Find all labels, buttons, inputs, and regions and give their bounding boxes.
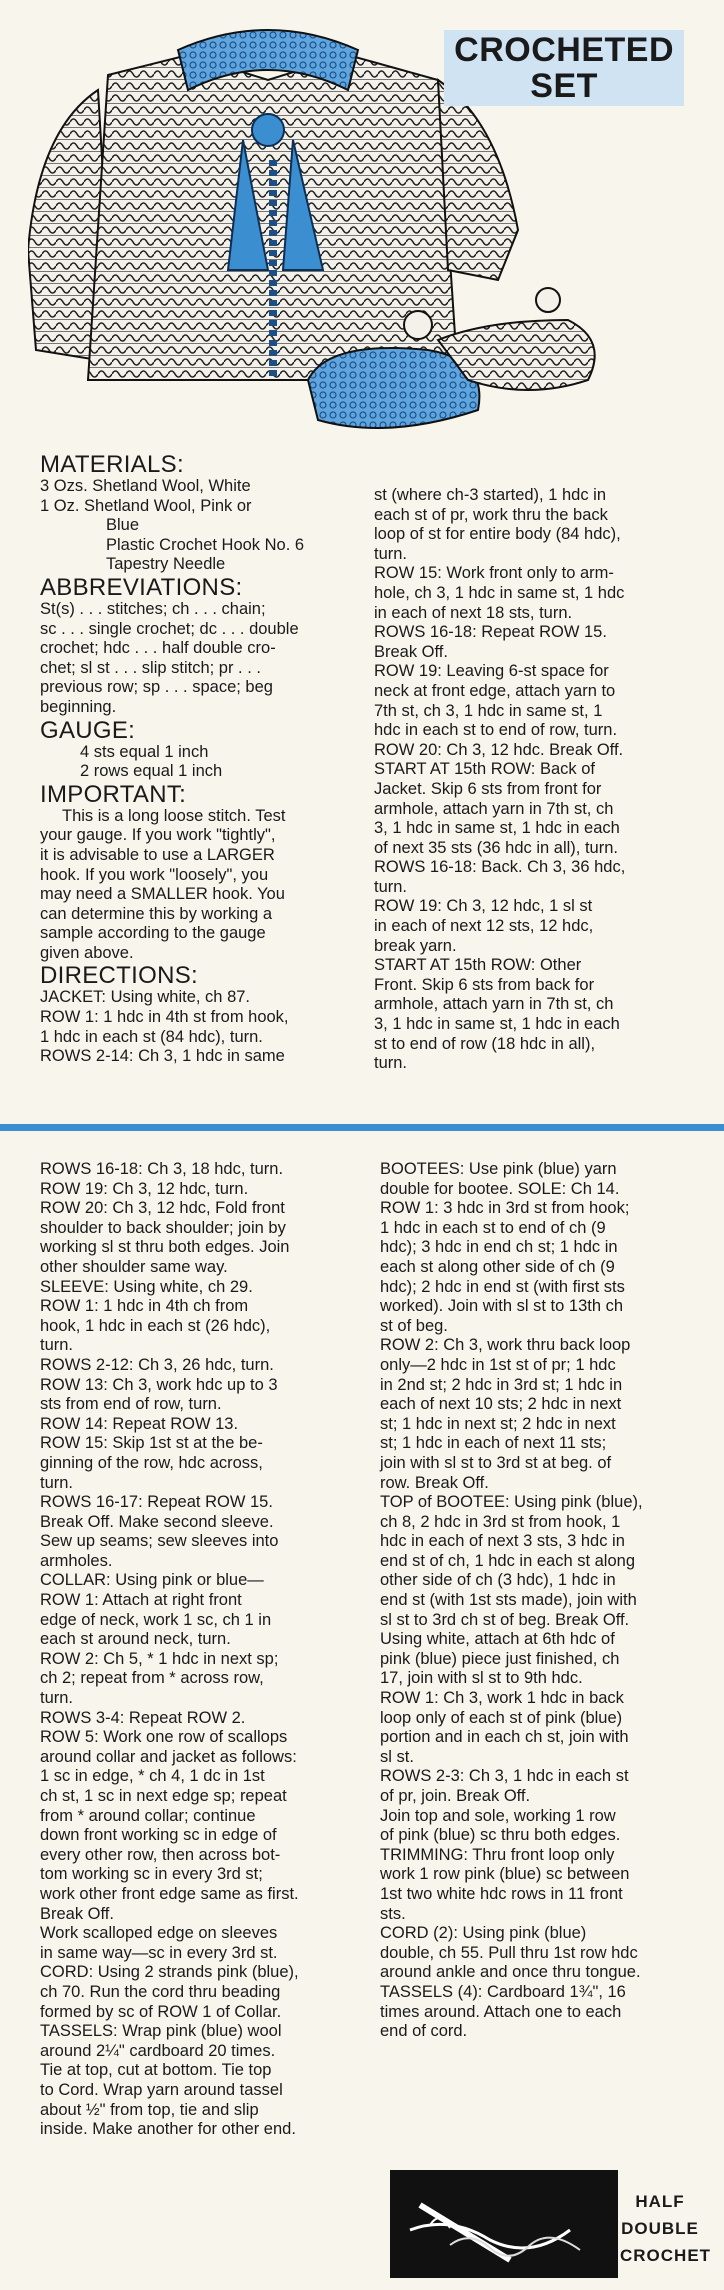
text-line: chet; sl st . . . slip stitch; pr . . .: [40, 658, 261, 677]
text-line: turn.: [40, 1336, 74, 1355]
text-line: BOOTEES: Use pink (blue) yarn: [380, 1160, 617, 1178]
text-line: ROW 1: Ch 3, work 1 hdc in back: [380, 1689, 624, 1708]
text-line: may need a SMALLER hook. You: [40, 885, 285, 904]
text-line: ROWS 16-18: Repeat ROW 15.: [374, 623, 607, 642]
text-line: times around. Attach one to each: [380, 2002, 622, 2021]
top-right-column: [374, 486, 694, 1074]
text-line: 1 sc in edge, * ch 4, 1 dc in 1st: [40, 1767, 265, 1786]
text-line: other shoulder same way.: [40, 1257, 228, 1276]
half-double-crochet-diagram: [390, 2170, 618, 2278]
text-line: START AT 15th ROW: Back of: [374, 760, 596, 779]
text-line: portion and in each ch st, join with: [380, 1728, 629, 1747]
text-line: armhole, attach yarn in 7th st, ch: [374, 799, 614, 818]
text-line: ROW 20: Ch 3, 12 hdc. Break Off.: [374, 740, 624, 759]
stitch-diagram: [390, 2170, 712, 2280]
text-line: each st of pr, work thru the back: [374, 505, 608, 524]
text-line: st (where ch-3 started), 1 hdc in: [374, 486, 607, 504]
text-line: MATERIALS:: [40, 451, 184, 478]
text-line: ROW 13: Ch 3, work hdc up to 3: [40, 1375, 278, 1394]
text-line: 3 Ozs. Shetland Wool, White: [40, 477, 251, 495]
text-line: ROW 1: 3 hdc in 3rd st from hook;: [380, 1199, 630, 1218]
text-line: ROW 19: Ch 3, 12 hdc, turn.: [40, 1179, 249, 1198]
text-line: in 2nd st; 2 hdc in 3rd st; 1 hdc in: [380, 1375, 623, 1394]
text-line: hook. If you work "loosely", you: [40, 865, 269, 884]
text-line: St(s) . . . stitches; ch . . . chain;: [40, 599, 266, 618]
text-line: ROW 2: Ch 5, * 1 hdc in next sp;: [40, 1649, 279, 1668]
jacket-right-sleeve: [438, 80, 518, 280]
text-line: ch 8, 2 hdc in 3rd st from hook, 1: [380, 1512, 621, 1531]
text-line: each st along other side of ch (9: [380, 1257, 615, 1276]
text-line: GAUGE:: [40, 716, 136, 744]
bottom-left-column: [40, 1160, 360, 2140]
text-line: only—2 hdc in 1st st of pr; 1 hdc: [380, 1355, 616, 1374]
text-line: ROW 15: Work front only to arm-: [374, 564, 614, 583]
text-line: pink (blue) piece just finished, ch: [380, 1649, 620, 1668]
text-line: ROW 19: Ch 3, 12 hdc, 1 sl st: [374, 897, 593, 916]
text-line: sample according to the gauge: [40, 924, 266, 943]
text-line: ROW 5: Work one row of scallops: [40, 1728, 288, 1747]
text-line: double for bootee. SOLE: Ch 14.: [380, 1179, 620, 1198]
text-line: around collar and jacket as follows:: [40, 1747, 297, 1766]
text-line: armhole, attach yarn in 7th st, ch: [374, 995, 614, 1014]
text-line: TRIMMING: Thru front loop only: [380, 1845, 615, 1864]
text-line: Tie at top, cut at bottom. Tie top: [40, 2061, 272, 2080]
text-line: TASSELS: Wrap pink (blue) wool: [40, 2022, 282, 2041]
text-line: ROW 1: 1 hdc in 4th st from hook,: [40, 1008, 289, 1027]
text-line: This is a long loose stitch. Test: [62, 806, 286, 825]
text-line: each st around neck, turn.: [40, 1630, 231, 1649]
text-line: in each of next 12 sts, 12 hdc,: [374, 917, 594, 936]
text-line: end of cord.: [380, 2022, 468, 2041]
text-line: Break Off. Make second sleeve.: [40, 1512, 274, 1531]
text-line: ROW 1: 1 hdc in 4th ch from: [40, 1297, 249, 1316]
text-line: 1 hdc in each st to end of ch (9: [380, 1218, 606, 1237]
text-line: st; 1 hdc in next st; 2 hdc in next: [380, 1414, 616, 1433]
text-line: formed by sc of ROW 1 of Collar.: [40, 2002, 282, 2021]
text-line: Tapestry Needle: [106, 555, 226, 574]
text-line: turn.: [40, 1689, 74, 1708]
text-line: each of next 10 sts; 2 hdc in next: [380, 1395, 622, 1414]
text-line: st to end of row (18 hdc in all),: [374, 1034, 596, 1053]
text-line: work other front edge same as first.: [40, 1884, 299, 1903]
text-line: of pr, join. Break Off.: [380, 1787, 531, 1805]
text-line: sl st to 3rd ch st of beg. Break Off.: [380, 1610, 630, 1629]
text-line: ROW 1: Attach at right front: [40, 1591, 242, 1610]
text-line: Break Off.: [374, 642, 448, 661]
text-line: shoulder to back shoulder; join by: [40, 1218, 286, 1237]
text-line: ginning of the row, hdc across,: [40, 1453, 263, 1472]
text-line: ROWS 2-3: Ch 3, 1 hdc in each st: [380, 1767, 629, 1786]
text-line: ROWS 16-18: Back. Ch 3, 36 hdc,: [374, 858, 626, 877]
text-line: ROWS 16-18: Ch 3, 18 hdc, turn.: [40, 1160, 284, 1178]
text-line: in same way—sc in every 3rd st.: [40, 1943, 278, 1962]
text-line: break yarn.: [374, 936, 457, 955]
text-line: 3, 1 hdc in same st, 1 hdc in each: [374, 1015, 620, 1034]
text-line: ROWS 3-4: Repeat ROW 2.: [40, 1708, 246, 1727]
text-line: CORD: Using 2 strands pink (blue),: [40, 1963, 299, 1982]
text-line: ROWS 2-14: Ch 3, 1 hdc in same: [40, 1047, 285, 1066]
text-line: turn.: [374, 544, 408, 563]
text-line: hdc); 3 hdc in end ch st; 1 hdc in: [380, 1238, 618, 1257]
text-line: hdc); 2 hdc in end st (with first sts: [380, 1277, 625, 1296]
text-line: Blue: [106, 516, 140, 535]
text-line: Sew up seams; sew sleeves into: [40, 1532, 279, 1551]
text-line: beginning.: [40, 697, 117, 716]
text-line: your gauge. If you work "tightly",: [40, 826, 276, 845]
text-line: ROW 14: Repeat ROW 13.: [40, 1414, 239, 1433]
text-line: join with sl st to 3rd st at beg. of: [380, 1453, 612, 1472]
text-line: edge of neck, work 1 sc, ch 1 in: [40, 1610, 272, 1629]
text-line: end st (with 1st sts made), join with: [380, 1591, 637, 1610]
text-line: turn.: [374, 877, 408, 896]
text-line: sts from end of row, turn.: [40, 1395, 222, 1414]
text-line: inside. Make another for other end.: [40, 2120, 296, 2139]
text-line: about ½" from top, tie and slip: [40, 2100, 259, 2119]
text-line: ch 2; repeat from * across row,: [40, 1669, 264, 1688]
text-line: 17, join with sl st to 9th hdc.: [380, 1669, 583, 1688]
text-line: of next 35 sts (36 hdc in all), turn.: [374, 838, 618, 857]
text-line: 2 rows equal 1 inch: [80, 762, 223, 781]
text-line: down front working sc in edge of: [40, 1826, 277, 1845]
text-line: ROWS 16-17: Repeat ROW 15.: [40, 1493, 273, 1512]
text-line: loop only of each st of pink (blue): [380, 1708, 623, 1727]
pattern-title: CROCHETED SET: [444, 30, 684, 106]
text-line: working sl st thru both edges. Join: [40, 1238, 290, 1257]
text-line: Using white, attach at 6th hdc of: [380, 1630, 615, 1649]
text-line: CORD (2): Using pink (blue): [380, 1924, 587, 1943]
text-line: ch st, 1 sc in next edge sp; repeat: [40, 1787, 287, 1805]
text-line: 1 hdc in each st (84 hdc), turn.: [40, 1027, 263, 1046]
text-line: 1st two white hdc rows in 11 front: [380, 1884, 623, 1903]
text-line: sts.: [380, 1904, 406, 1923]
text-line: Jacket. Skip 6 sts from front for: [374, 779, 602, 798]
text-line: sc . . . single crochet; dc . . . double: [40, 619, 299, 638]
text-line: other side of ch (3 hdc), 1 hdc in: [380, 1571, 616, 1590]
text-line: Join top and sole, working 1 row: [380, 1806, 616, 1825]
text-line: DIRECTIONS:: [40, 962, 198, 990]
text-line: can determine this by working a: [40, 904, 273, 923]
text-line: hdc in each st to end of row, turn.: [374, 721, 618, 740]
text-line: neck at front edge, attach yarn to: [374, 681, 616, 700]
text-line: Break Off.: [40, 1904, 114, 1923]
text-line: turn.: [374, 1054, 408, 1073]
text-line: TOP of BOOTEE: Using pink (blue),: [380, 1493, 643, 1512]
text-line: every other row, then across bot-: [40, 1845, 281, 1864]
text-line: it is advisable to use a LARGER: [40, 845, 275, 864]
text-line: hook, 1 hdc in each st (26 hdc),: [40, 1316, 271, 1335]
text-line: previous row; sp . . . space; beg: [40, 678, 273, 697]
text-line: in each of next 18 sts, turn.: [374, 603, 573, 622]
text-line: ROWS 2-12: Ch 3, 26 hdc, turn.: [40, 1355, 274, 1374]
text-line: hdc in each of next 3 sts, 3 hdc in: [380, 1532, 625, 1551]
text-line: ROW 2: Ch 3, work thru back loop: [380, 1336, 631, 1355]
text-line: 3, 1 hdc in same st, 1 hdc in each: [374, 819, 620, 838]
bottom-right-column: [380, 1160, 700, 2042]
text-line: ch 70. Run the cord thru beading: [40, 1982, 281, 2001]
text-line: around ankle and once thru tongue.: [380, 1963, 641, 1982]
text-line: START AT 15th ROW: Other: [374, 956, 582, 975]
text-line: Front. Skip 6 sts from back for: [374, 975, 595, 994]
text-line: 4 sts equal 1 inch: [80, 742, 209, 761]
text-line: COLLAR: Using pink or blue—: [40, 1571, 264, 1590]
text-line: row. Break Off.: [380, 1473, 489, 1492]
text-line: ABBREVIATIONS:: [40, 573, 243, 601]
text-line: IMPORTANT:: [40, 780, 187, 808]
text-line: work 1 row pink (blue) sc between: [380, 1865, 630, 1884]
text-line: of pink (blue) sc thru both edges.: [380, 1826, 621, 1845]
text-line: st; 1 hdc in each of next 11 sts;: [380, 1434, 607, 1453]
text-line: from * around collar; continue: [40, 1806, 256, 1825]
text-line: ROW 20: Ch 3, 12 hdc, Fold front: [40, 1199, 285, 1218]
text-line: end st of ch, 1 hdc in each st along: [380, 1551, 636, 1570]
text-line: TASSELS (4): Cardboard 1¾", 16: [380, 1982, 626, 2001]
text-line: double, ch 55. Pull thru 1st row hdc: [380, 1943, 638, 1962]
text-line: loop of st for entire body (84 hdc),: [374, 525, 621, 544]
top-left-column: [40, 452, 360, 1067]
text-line: turn.: [40, 1473, 74, 1492]
text-line: ROW 15: Skip 1st st at the be-: [40, 1434, 263, 1453]
text-line: around 2¼" cardboard 20 times.: [40, 2041, 276, 2060]
text-line: st of beg.: [380, 1316, 448, 1335]
stitch-label: HALF DOUBLE CROCHET: [620, 2192, 712, 2265]
text-line: crochet; hdc . . . half double cro-: [40, 639, 276, 658]
text-line: 1 Oz. Shetland Wool, Pink or: [40, 496, 252, 515]
text-line: SLEEVE: Using white, ch 29.: [40, 1277, 253, 1296]
text-line: worked). Join with sl st to 13th ch: [380, 1297, 624, 1316]
text-line: ROW 19: Leaving 6-st space for: [374, 662, 609, 681]
text-line: given above.: [40, 943, 134, 962]
text-line: Work scalloped edge on sleeves: [40, 1924, 278, 1943]
text-line: to Cord. Wrap yarn around tassel: [40, 2080, 283, 2099]
text-line: sl st.: [380, 1747, 414, 1766]
text-line: tom working sc in every 3rd st;: [40, 1865, 263, 1884]
text-line: 7th st, ch 3, 1 hdc in same st, 1: [374, 701, 603, 720]
text-line: hole, ch 3, 1 hdc in same st, 1 hdc: [374, 583, 625, 602]
text-line: armholes.: [40, 1551, 113, 1570]
text-line: JACKET: Using white, ch 87.: [40, 988, 251, 1007]
text-line: Plastic Crochet Hook No. 6: [106, 535, 305, 554]
section-divider: [0, 1124, 724, 1131]
